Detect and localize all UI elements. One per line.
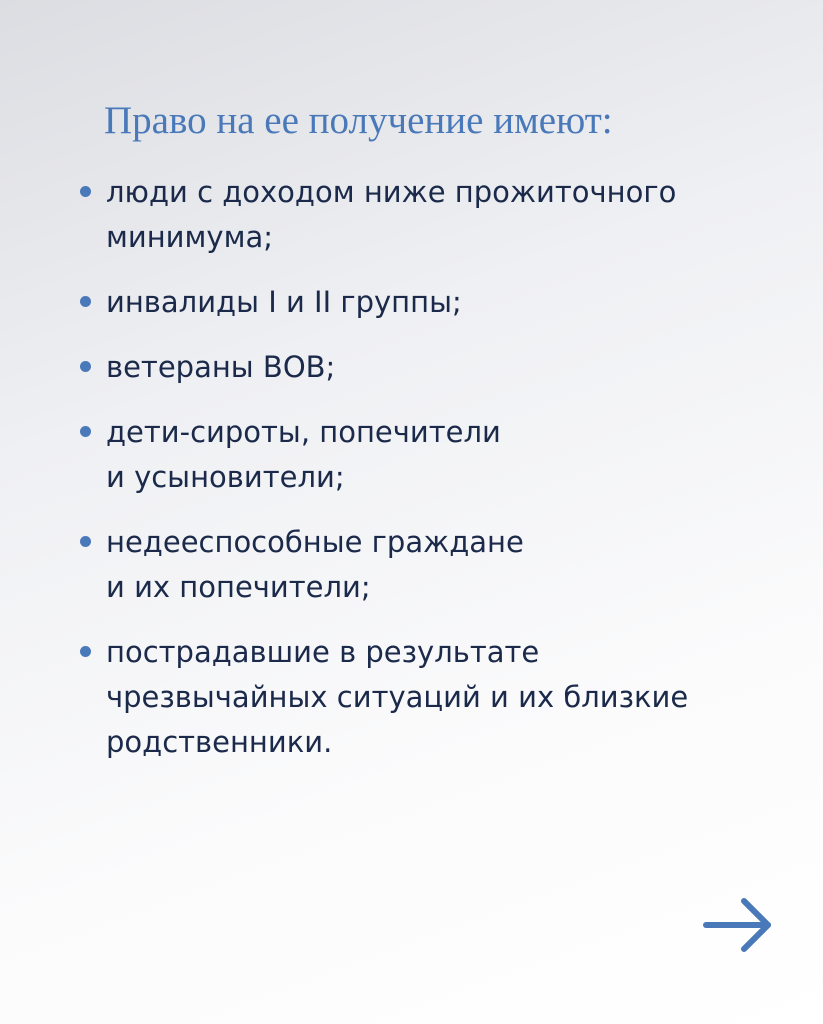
eligibility-list <box>74 170 774 785</box>
list-item-text: пострадавшие в результате чрезвычайных ситуаций и их близкие родственники. <box>106 635 689 759</box>
arrow-right-icon <box>700 890 778 960</box>
list-item-text: люди с доходом ниже прожиточного минимума; <box>106 175 677 254</box>
list-item <box>74 170 774 260</box>
list-item-text: недееспособные граждане и их попечители; <box>106 525 524 604</box>
list-item <box>74 280 774 325</box>
list-item <box>74 520 774 610</box>
bullet-icon <box>80 361 91 372</box>
list-item-text: инвалиды I и II группы; <box>106 285 462 319</box>
list-item <box>74 345 774 390</box>
bullet-icon <box>80 646 91 657</box>
bullet-icon <box>80 536 91 547</box>
bullet-icon <box>80 426 91 437</box>
list-item <box>74 630 774 765</box>
bullet-icon <box>80 296 91 307</box>
page-title: Право на ее получение имеют: <box>104 99 613 142</box>
list-item-text: ветераны ВОВ; <box>106 350 336 384</box>
list-item-text: дети-сироты, попечители и усыновители; <box>106 415 501 494</box>
list-item <box>74 410 774 500</box>
bullet-icon <box>80 186 91 197</box>
next-slide-button[interactable] <box>700 890 778 960</box>
